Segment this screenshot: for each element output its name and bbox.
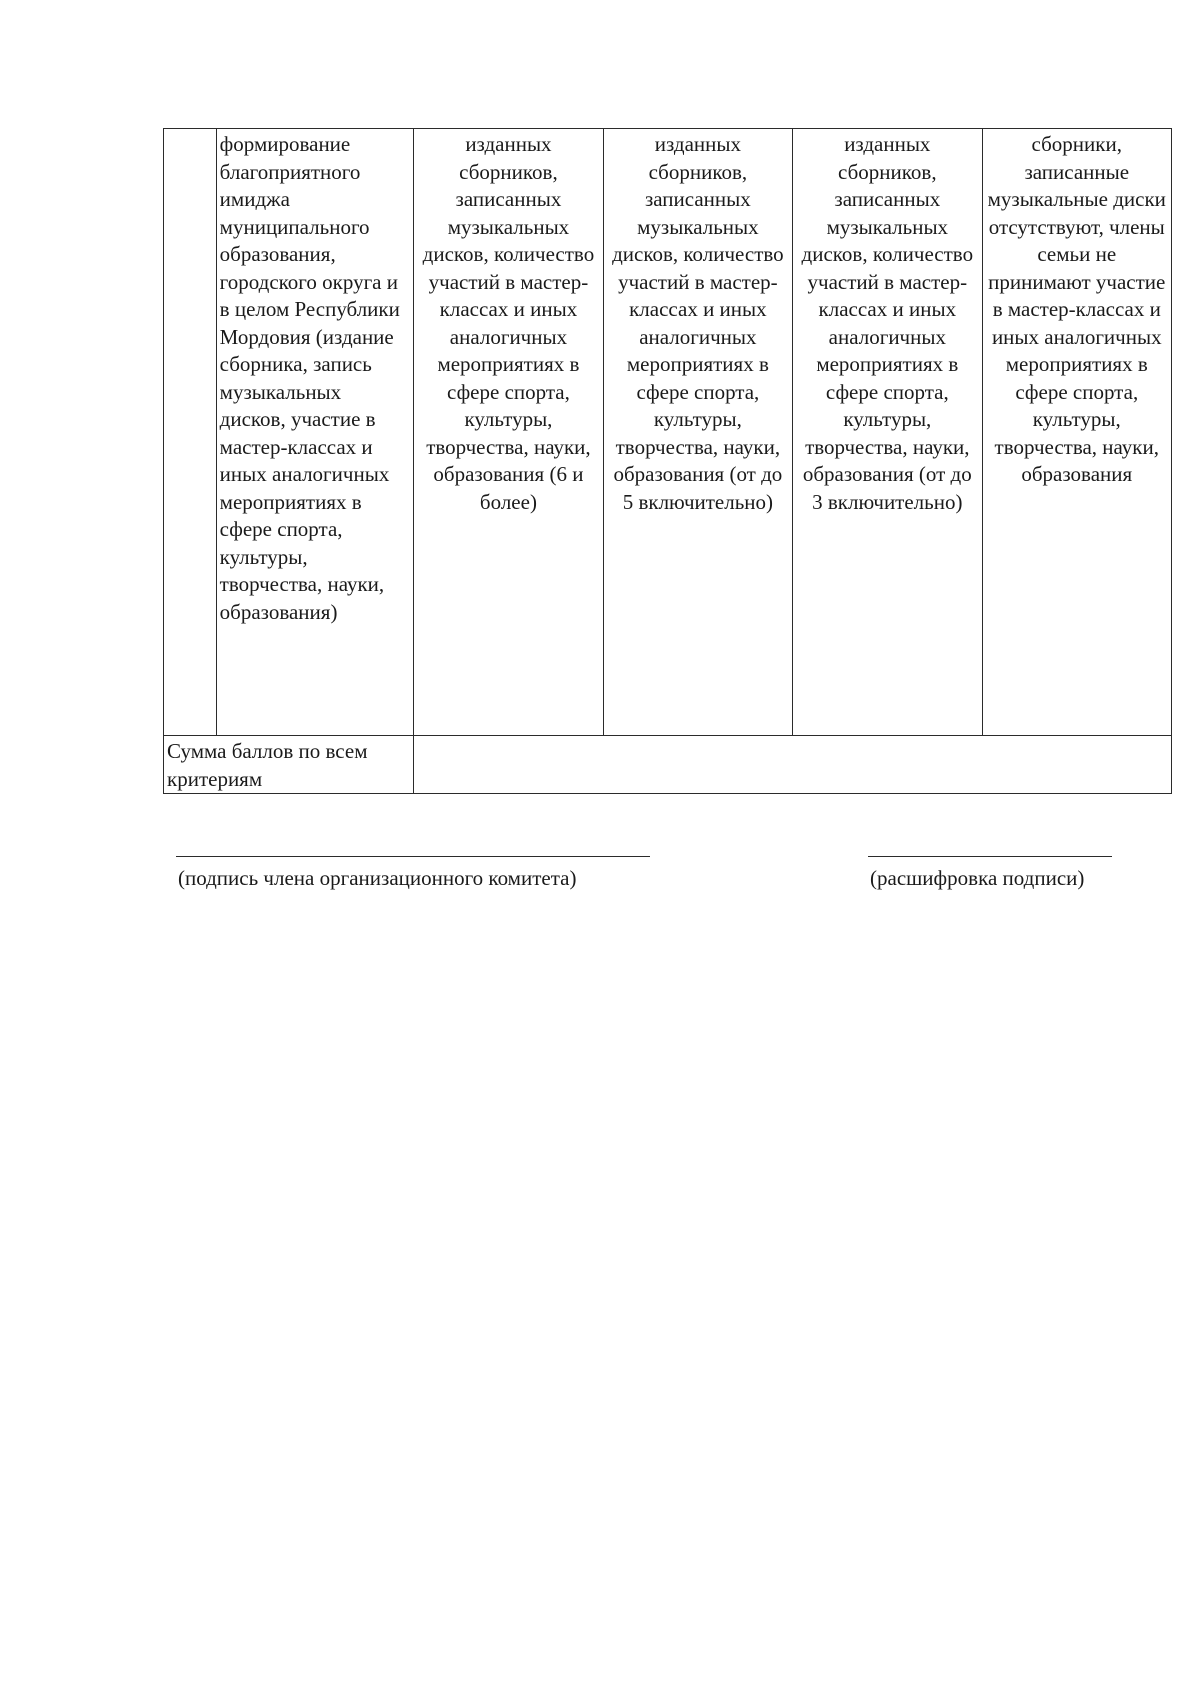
sum-label-cell: Сумма баллов по всем критериям xyxy=(164,736,414,794)
table-row xyxy=(164,129,1172,736)
level-cell-3: изданных сборников, записанных музыкальных дисков, количество участий в мастер-классах и иных аналогичных мероприятиях в сфере спорта, культуры, творчества, науки, образования (от до 3 включительно) xyxy=(793,129,982,736)
member-signature-caption: (подпись члена организационного комитета) xyxy=(178,866,577,890)
member-signature-line xyxy=(176,856,650,857)
criteria-table xyxy=(163,128,1172,794)
sum-value-cell xyxy=(414,736,1172,794)
level-cell-1: изданных сборников, записанных музыкальных дисков, количество участий в мастер-классах и иных аналогичных мероприятиях в сфере спорта, культуры, творчества, науки, образования (6 и более) xyxy=(414,129,603,736)
level-cell-4: сборники, записанные музыкальные диски отсутствуют, члены семьи не принимают участие в мастер-классах и иных аналогичных мероприятиях в сфере спорта, культуры, творчества, науки, образования xyxy=(982,129,1171,736)
sum-row xyxy=(164,736,1172,794)
row-number-cell xyxy=(164,129,217,736)
criterion-cell: формирование благоприятного имиджа муниципального образования, городского округа и в целом Республики Мордовия (издание сборника, запись музыкальных дисков, участие в мастер-классах и иных аналогичных мероприятиях в сфере спорта, культуры, творчества, науки, образования) xyxy=(216,129,414,736)
decode-signature-line xyxy=(868,856,1112,857)
level-cell-2: изданных сборников, записанных музыкальных дисков, количество участий в мастер-классах и иных аналогичных мероприятиях в сфере спорта, культуры, творчества, науки, образования (от до 5 включительно) xyxy=(603,129,792,736)
decode-signature-caption: (расшифровка подписи) xyxy=(870,866,1085,890)
